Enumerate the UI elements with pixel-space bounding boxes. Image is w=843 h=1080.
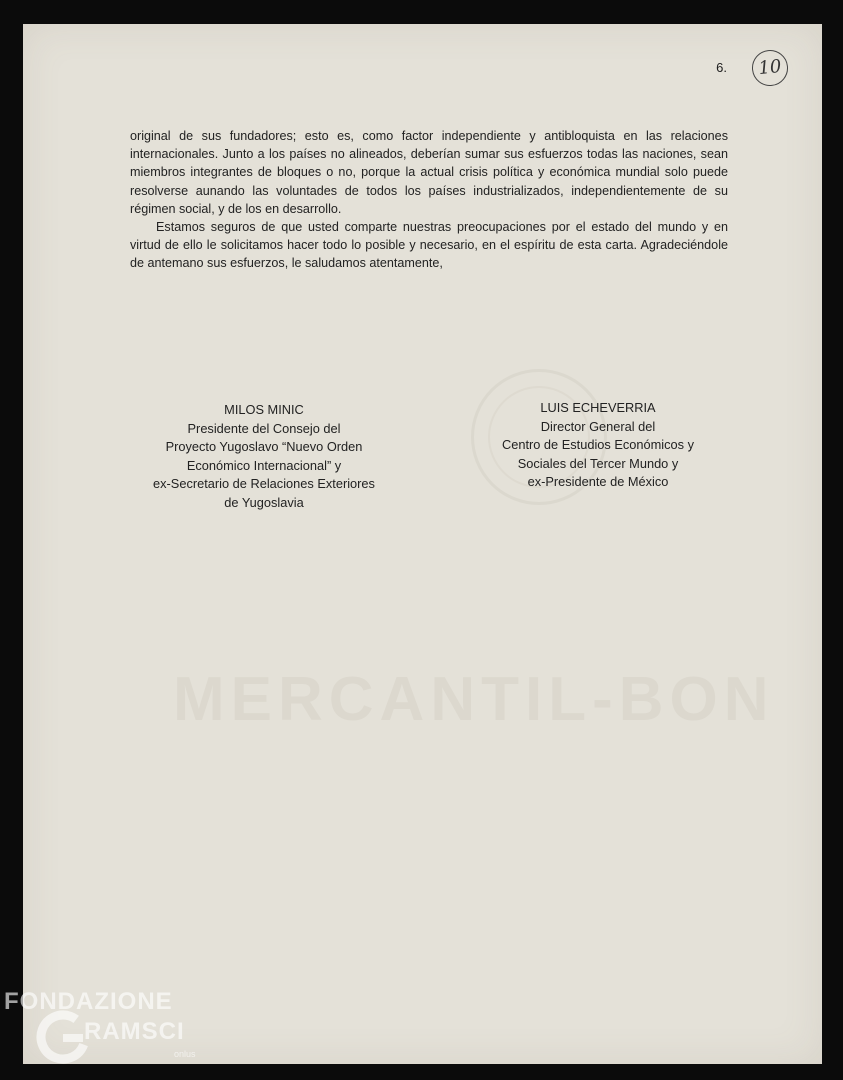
signatory-title-line: Director General del (540, 418, 656, 434)
signature-block-left (133, 401, 395, 513)
signatory-title-line: de Yugoslavia (224, 494, 304, 510)
watermark-line-2: RAMSCI (84, 1018, 185, 1045)
bleed-through-letterhead: MERCANTIL-BON (173, 665, 775, 734)
watermark-suffix: onlus (174, 1049, 196, 1059)
gramsci-g-logo-icon (35, 1009, 91, 1065)
letter-body (130, 127, 728, 273)
signatory-name: LUIS ECHEVERRIA (540, 400, 656, 415)
signatory-title-line: Centro de Estudios Económicos y (501, 437, 695, 453)
signatory-title-line: ex-Secretario de Relaciones Exteriores (153, 476, 375, 492)
signatory-name: MILOS MINIC (224, 402, 304, 417)
document-page (23, 24, 822, 1064)
signature-block-right (473, 399, 723, 492)
page-number: 6. (716, 60, 727, 75)
signatory-title-line: Proyecto Yugoslavo “Nuevo Orden (165, 439, 363, 455)
signatory-title-line: ex-Presidente de México (527, 474, 669, 490)
fondazione-gramsci-watermark (2, 985, 212, 1065)
paragraph-1: original de sus fundadores; esto es, como factor independiente y antibloquista en las relaciones internacionales. Junto a los países no alineados, deberían sumar sus esfuerzos todas las naciones, sean miembros integrantes de bloques o no, porque la actual crisis política y económica mundial solo puede resolverse aunando las voluntades de todos los países industrializados, independientemente de su régimen social, y de los en desarrollo. (130, 129, 728, 216)
paragraph-2: Estamos seguros de que usted comparte nuestras preocupaciones por el estado del mundo y en virtud de ello le solicitamos hacer todo lo posible y necesario, en el espíritu de esta carta. Agradeciéndole de antemano sus esfuerzos, le saludamos atentamente, (130, 220, 728, 271)
signatory-title-line: Económico Internacional” y (186, 457, 342, 473)
archive-number-annotation: 10 (750, 48, 790, 88)
signatory-title-line: Presidente del Consejo del (187, 420, 341, 436)
watermark-line-1: FONDAZIONE (4, 988, 173, 1015)
signatory-title-line: Sociales del Tercer Mundo y (517, 455, 679, 471)
